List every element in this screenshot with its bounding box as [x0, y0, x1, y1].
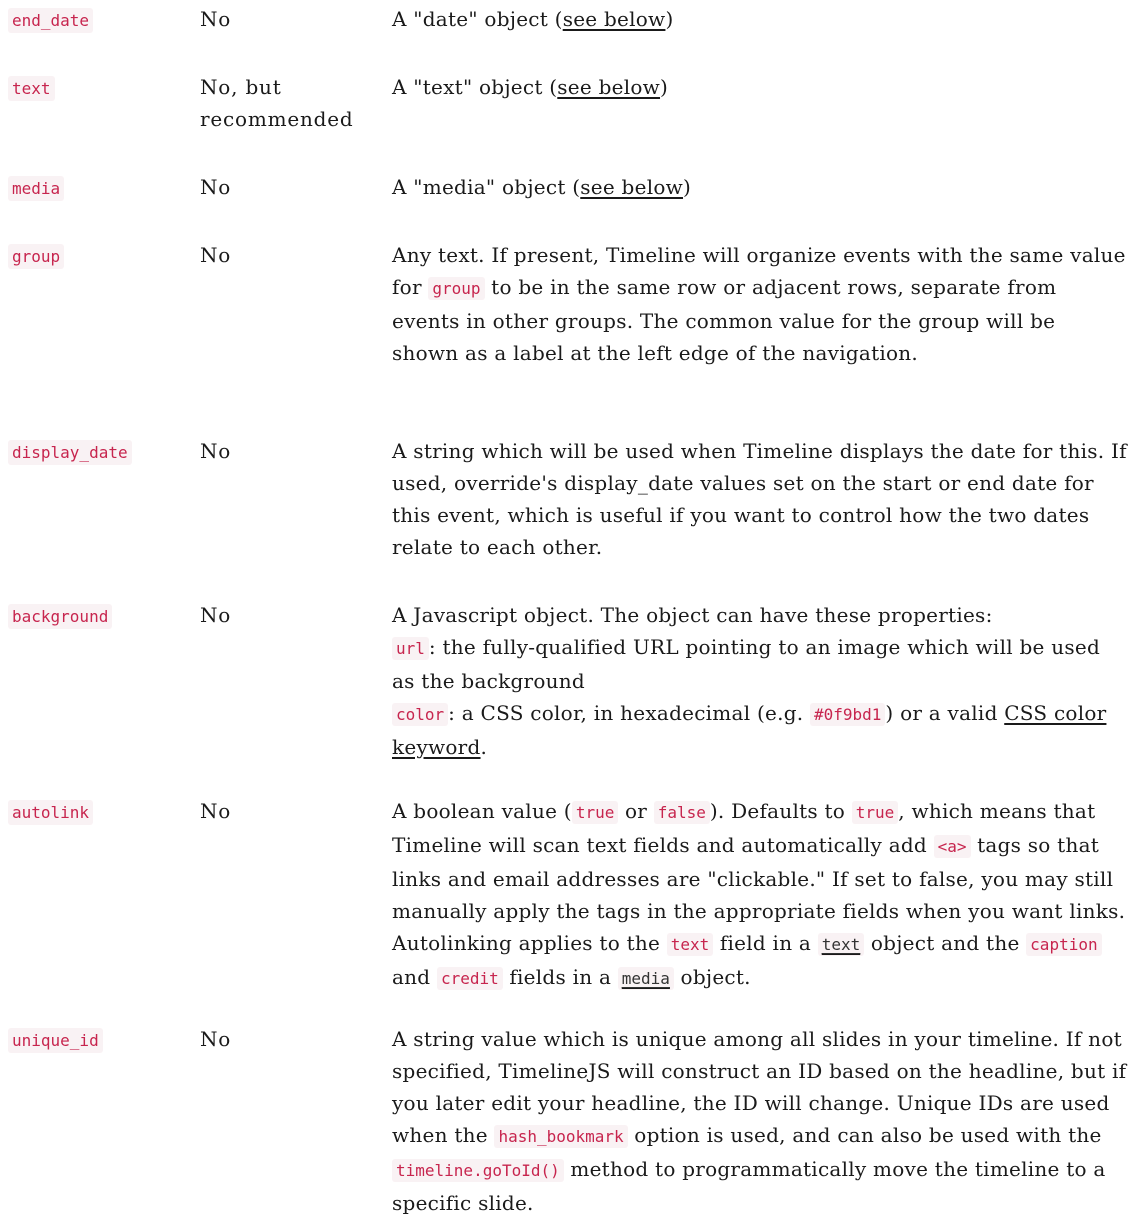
- property-description: A Javascript object. The object can have these properties: url : the fully-qualified URL pointing to an image which will be used as the background color : a CSS color, in hexadecimal (e.g. #0f9bd1 ) or a valid CSS color keyword.: [392, 603, 1107, 759]
- property-name: text: [8, 71, 55, 105]
- inline-code: credit: [437, 967, 503, 990]
- inline-code: true: [852, 801, 899, 824]
- required-value: No: [200, 243, 232, 267]
- inline-code: hash_bookmark: [494, 1125, 627, 1148]
- required-value: No: [200, 175, 232, 199]
- inline-code: false: [654, 801, 710, 824]
- property-description: A "date" object (see below): [392, 7, 674, 31]
- see-below-link[interactable]: see below: [562, 7, 666, 31]
- inline-code: color: [392, 703, 448, 726]
- inline-code: <a>: [934, 835, 971, 858]
- required-value: No: [200, 799, 232, 823]
- property-description: A string value which is unique among all slides in your timeline. If not specified, TimelineJS will construct an ID based on the headline, but if you later edit your headline, the ID will change. Unique IDs are used when the hash_bookmark option is used, and can also be used with the timeline.goToId() method to programmatically move the timeline to a specific slide.: [392, 1027, 1127, 1215]
- required-value: No: [200, 7, 232, 31]
- property-name: unique_id: [8, 1023, 103, 1057]
- required-value: No, but recommended: [200, 75, 354, 131]
- property-description: A boolean value ( true or false ). Defaults to true , which means that Timeline will scan text fields and automatically add <a> tags so that links and email addresses are "clickable." If set to false, you may still manually apply the tags in the appropriate fields when you want links. Autolinking applies to the text field in a text object and the caption and credit fields in a media object.: [392, 799, 1126, 989]
- property-description: Any text. If present, Timeline will organize events with the same value for group to be in the same row or adjacent rows, separate from events in other groups. The common value for the group will be shown as a label at the left edge of the navigation.: [392, 243, 1126, 365]
- property-name: end_date: [8, 3, 93, 37]
- property-name: display_date: [8, 435, 132, 469]
- inline-code: true: [572, 801, 619, 824]
- inline-code: text: [667, 933, 714, 956]
- inline-code: caption: [1026, 933, 1101, 956]
- inline-code: url: [392, 637, 429, 660]
- see-below-link[interactable]: see below: [580, 175, 684, 199]
- inline-code: timeline.goToId(): [392, 1159, 564, 1182]
- see-below-link[interactable]: see below: [557, 75, 661, 99]
- property-name: background: [8, 599, 112, 633]
- property-name: media: [8, 171, 64, 205]
- property-description: A string which will be used when Timeline displays the date for this. If used, override's display_date values set on the start or end date for this event, which is useful if you want to control how the two dates relate to each other.: [392, 439, 1127, 559]
- inline-code: group: [428, 277, 484, 300]
- text-object-link[interactable]: text: [818, 931, 865, 955]
- required-value: No: [200, 439, 232, 463]
- media-object-link[interactable]: media: [618, 965, 674, 989]
- property-description: A "text" object (see below): [392, 75, 669, 99]
- css-color-keyword-link[interactable]: CSS color keyword: [392, 701, 1107, 759]
- property-name: autolink: [8, 795, 93, 829]
- required-value: No: [200, 1027, 232, 1051]
- required-value: No: [200, 603, 232, 627]
- property-name: group: [8, 239, 64, 273]
- property-description: A "media" object (see below): [392, 175, 692, 199]
- inline-code: #0f9bd1: [810, 703, 885, 726]
